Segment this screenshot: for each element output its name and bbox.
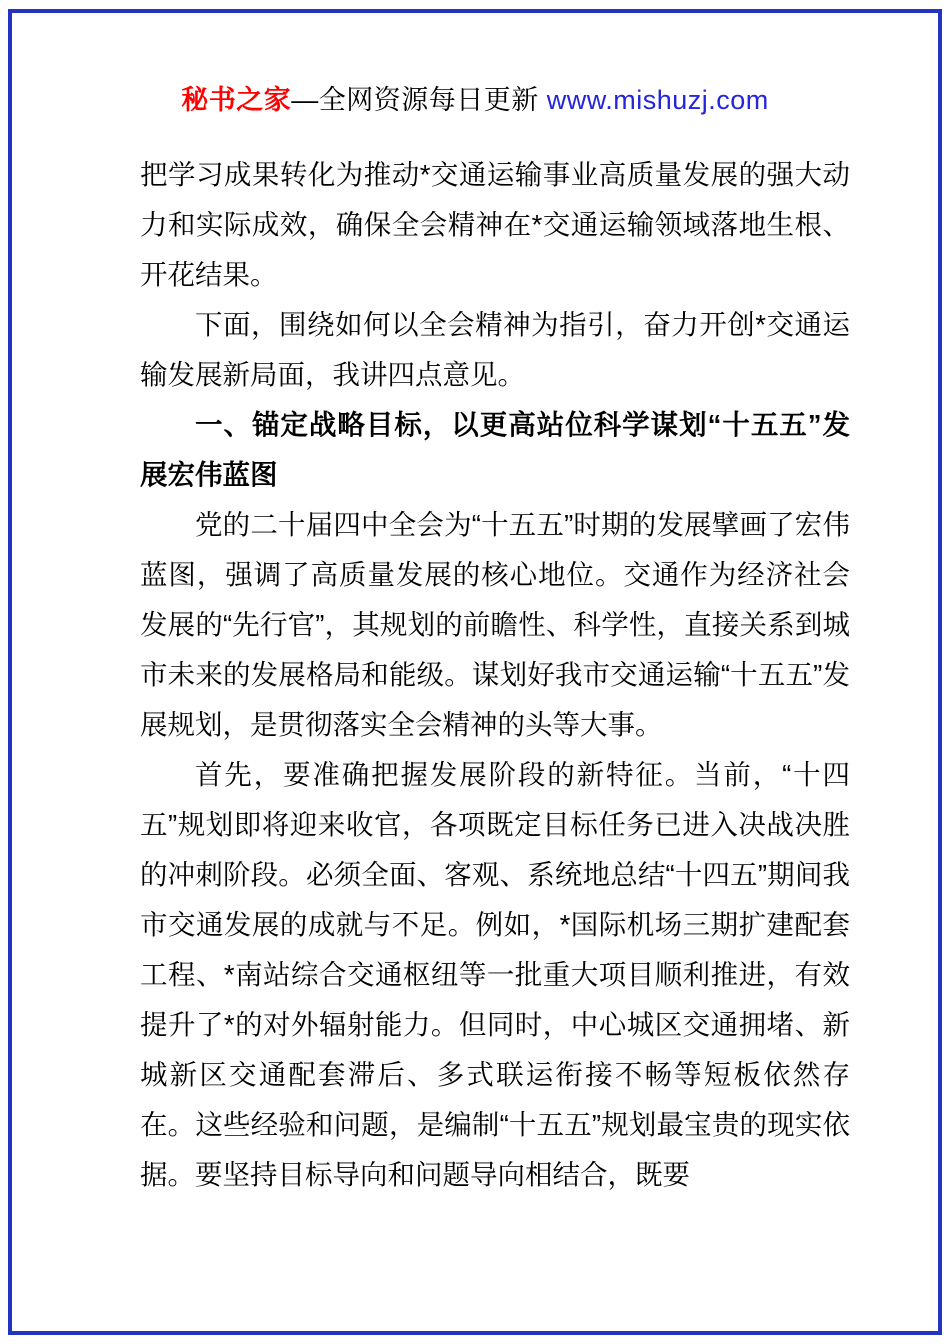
paragraph: 下面，围绕如何以全会精神为指引，奋力开创*交通运输发展新局面，我讲四点意见。 — [140, 309, 850, 390]
document-body — [140, 150, 850, 1200]
section-heading: 一、锚定战略目标，以更高站位科学谋划“十五五”发展宏伟蓝图 — [140, 409, 850, 490]
site-url-link[interactable]: www.mishuzj.com — [546, 85, 769, 115]
doc-header — [0, 82, 950, 118]
brand-text: 秘书之家 — [181, 85, 292, 115]
tagline-text: —全网资源每日更新 — [291, 85, 547, 115]
paragraph: 首先，要准确把握发展阶段的新特征。当前，“十四五”规划即将迎来收官，各项既定目标任务已进入决战决胜的冲刺阶段。必须全面、客观、系统地总结“十四五”期间我市交通发展的成就与不足。例如，*国际机场三期扩建配套工程、*南站综合交通枢纽等一批重大项目顺利推进，有效提升了*的对外辐射能力。但同时，中心城区交通拥堵、新城新区交通配套滞后、多式联运衔接不畅等短板依然存在。这些经验和问题，是编制“十五五”规划最宝贵的现实依据。要坚持目标导向和问题导向相结合，既要 — [140, 759, 850, 1190]
paragraph: 把学习成果转化为推动*交通运输事业高质量发展的强大动力和实际成效，确保全会精神在*交通运输领域落地生根、开花结果。 — [140, 159, 850, 290]
paragraph: 党的二十届四中全会为“十五五”时期的发展擘画了宏伟蓝图，强调了高质量发展的核心地位。交通作为经济社会发展的“先行官”，其规划的前瞻性、科学性，直接关系到城市未来的发展格局和能级。谋划好我市交通运输“十五五”发展规划，是贯彻落实全会精神的头等大事。 — [140, 509, 850, 740]
